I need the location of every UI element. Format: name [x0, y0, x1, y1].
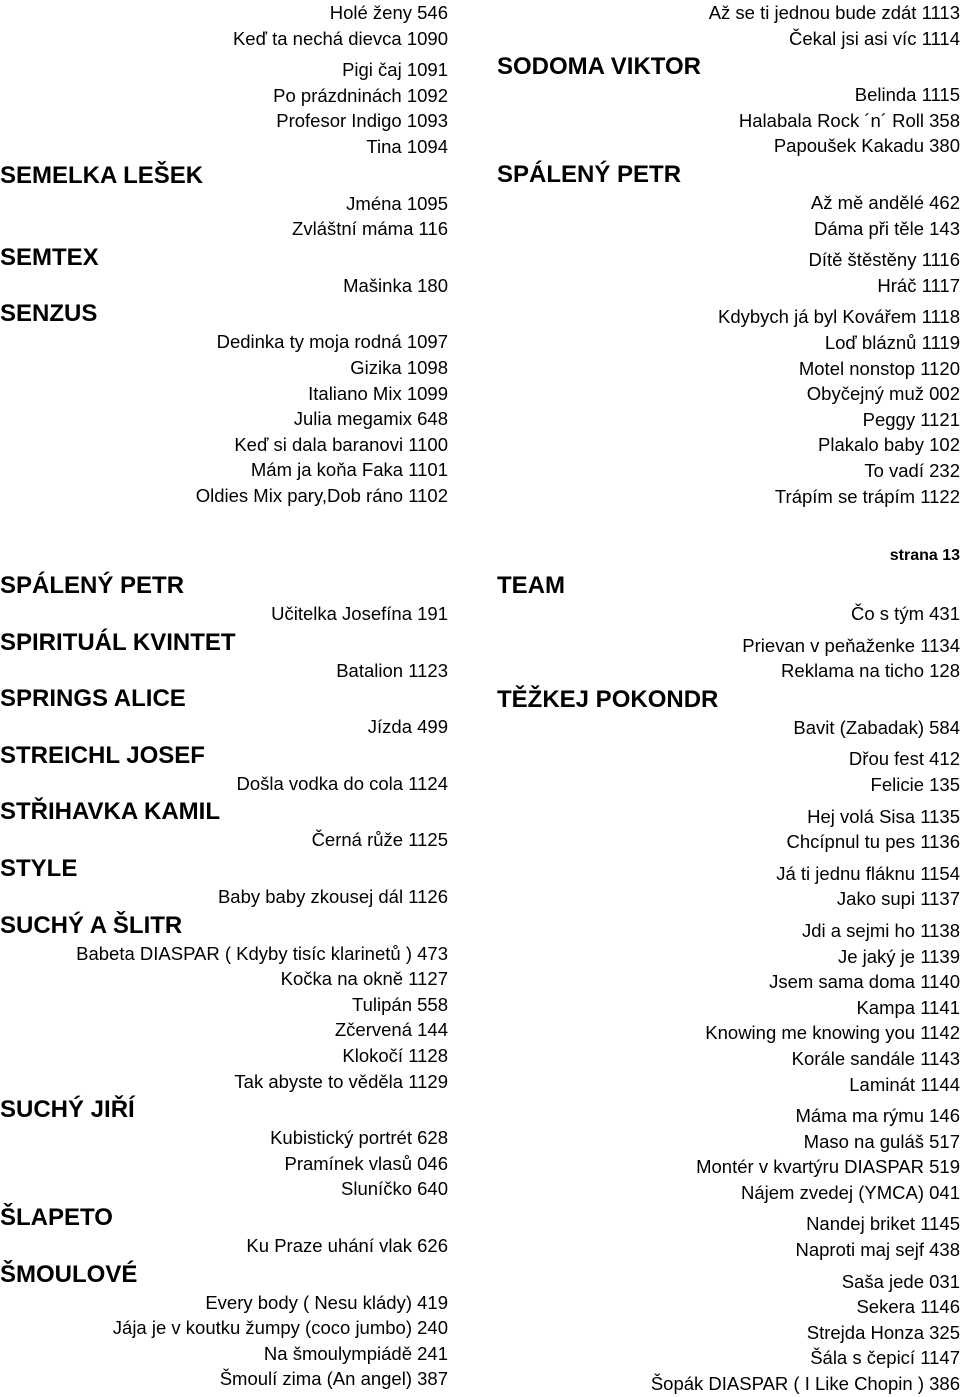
artist-heading: SPÁLENÝ PETR — [497, 160, 682, 188]
song-entry: Dřou fest 412 — [848, 748, 960, 770]
song-entry: Jdi a sejmi ho 1138 — [801, 919, 960, 941]
song-entry: Strejda Honza 325 — [806, 1321, 960, 1343]
song-entry: Kočka na okně 1127 — [280, 968, 448, 990]
artist-heading: SEMELKA LEŠEK — [0, 161, 204, 189]
song-entry: Chcípnul tu pes 1136 — [786, 831, 960, 853]
song-entry: Až se ti jednou bude zdát 1113 — [708, 2, 960, 23]
artist-heading: SEMTEX — [0, 243, 99, 271]
song-entry: Holé ženy 546 — [329, 2, 448, 23]
song-entry: Máma ma rýmu 146 — [795, 1105, 960, 1127]
song-entry: Klokočí 1128 — [342, 1044, 448, 1066]
song-entry: Já ti jednu fláknu 1154 — [776, 862, 960, 884]
song-entry: Je jaký je 1139 — [837, 945, 960, 967]
song-entry: Jája je v koutku žumpy (coco jumbo) 240 — [112, 1317, 448, 1339]
song-entry: Gizika 1098 — [350, 356, 448, 378]
song-entry: Knowing me knowing you 1142 — [705, 1022, 960, 1044]
song-entry: Dítě štěstěny 1116 — [808, 249, 960, 271]
song-entry: Reklama na ticho 128 — [781, 660, 960, 682]
song-entry: To vadí 232 — [864, 459, 960, 481]
song-entry: Nájem zvedej (YMCA) 041 — [741, 1181, 960, 1203]
artist-heading: STREICHL JOSEF — [0, 741, 205, 769]
song-entry: Trápím se trápím 1122 — [774, 485, 960, 507]
song-entry: Naproti maj sejf 438 — [795, 1239, 960, 1261]
song-entry: Učitelka Josefína 191 — [271, 603, 448, 624]
song-entry: Italiano Mix 1099 — [308, 382, 448, 404]
song-entry: Papoušek Kakadu 380 — [773, 135, 960, 157]
song-entry: Prievan v peňaženke 1134 — [742, 634, 960, 656]
artist-heading: TĚŽKEJ POKONDR — [497, 685, 719, 713]
song-entry: Korále sandále 1143 — [791, 1047, 960, 1069]
song-entry: Saša jede 031 — [841, 1270, 960, 1292]
song-entry: Mám ja koňa Faka 1101 — [250, 459, 448, 481]
song-entry: Kubistický portrét 628 — [270, 1127, 448, 1149]
song-entry: Belinda 1115 — [854, 84, 960, 106]
song-entry: Peggy 1121 — [862, 408, 960, 430]
song-entry: Bavit (Zabadak) 584 — [793, 716, 960, 738]
artist-heading: SODOMA VIKTOR — [497, 53, 702, 81]
song-entry: Sluníčko 640 — [341, 1178, 448, 1200]
song-entry: Plakalo baby 102 — [818, 434, 960, 456]
song-entry: Motel nonstop 1120 — [798, 357, 960, 379]
song-entry: Halabala Rock ´n´ Roll 358 — [738, 109, 960, 131]
song-entry: Loď bláznů 1119 — [824, 331, 960, 353]
song-entry: Dáma při těle 143 — [813, 217, 960, 239]
song-entry: Felicie 135 — [870, 773, 960, 795]
song-entry: Kdybych já byl Kovářem 1118 — [718, 306, 960, 328]
song-entry: Ku Praze uhání vlak 626 — [246, 1234, 448, 1256]
song-entry: Jména 1095 — [346, 192, 448, 214]
artist-heading: SUCHÝ JIŘÍ — [0, 1096, 135, 1124]
song-entry: Profesor Indigo 1093 — [276, 110, 448, 132]
song-entry: Tulipán 558 — [352, 993, 448, 1015]
song-entry: Čo s tým 431 — [851, 603, 960, 624]
bottom-left-column — [0, 570, 448, 1392]
song-entry: Maso na guláš 517 — [803, 1130, 960, 1152]
song-entry: Zčervená 144 — [334, 1019, 448, 1041]
song-entry: Pramínek vlasů 046 — [284, 1152, 448, 1174]
song-entry: Sekera 1146 — [856, 1296, 960, 1318]
song-entry: Montér v kvartýru DIASPAR 519 — [696, 1156, 960, 1178]
song-entry: Hej volá Sisa 1135 — [807, 805, 960, 827]
song-entry: Čekal jsi asi víc 1114 — [788, 27, 960, 49]
song-entry: Keď si dala baranovi 1100 — [234, 433, 448, 455]
song-entry: Jízda 499 — [367, 716, 448, 738]
song-entry: Babeta DIASPAR ( Kdyby tisíc klarinetů ) 473 — [76, 942, 448, 964]
artist-heading: SUCHÝ A ŠLITR — [0, 911, 183, 939]
song-entry: Šmoulí zima (An angel) 387 — [219, 1368, 448, 1390]
song-entry: Mašinka 180 — [343, 274, 448, 296]
song-entry: Na šmoulympiádě 241 — [263, 1342, 448, 1364]
song-entry: Keď ta nechá dievca 1090 — [232, 27, 448, 49]
song-entry: Černá růže 1125 — [311, 829, 448, 851]
song-entry: Nandej briket 1145 — [806, 1213, 960, 1235]
artist-heading: SPÁLENÝ PETR — [0, 572, 185, 599]
artist-heading: STŘIHAVKA KAMIL — [0, 798, 220, 826]
song-entry: Tak abyste to věděla 1129 — [234, 1070, 448, 1092]
page-number: strana 13 — [889, 547, 960, 564]
song-entry: Až mě andělé 462 — [810, 191, 960, 213]
song-entry: Obyčejný muž 002 — [806, 383, 960, 405]
song-entry: Laminát 1144 — [849, 1073, 960, 1095]
artist-heading: TEAM — [497, 572, 565, 599]
artist-heading: SPRINGS ALICE — [0, 685, 186, 713]
song-entry: Šála s čepicí 1147 — [810, 1347, 960, 1369]
song-entry: Pigi čaj 1091 — [342, 59, 448, 81]
song-entry: Po prázdninách 1092 — [273, 84, 448, 106]
artist-heading: SPIRITUÁL KVINTET — [0, 628, 236, 656]
artist-heading: STYLE — [0, 854, 78, 882]
bottom-right-column — [497, 570, 960, 1397]
top-left-column — [0, 0, 448, 509]
song-entry: Šopák DIASPAR ( I Like Chopin ) 386 — [650, 1373, 960, 1395]
artist-heading: ŠMOULOVÉ — [0, 1260, 138, 1288]
song-entry: Julia megamix 648 — [293, 408, 448, 430]
song-entry: Jsem sama doma 1140 — [769, 971, 960, 993]
song-entry: Došla vodka do cola 1124 — [236, 772, 448, 794]
song-entry: Hráč 1117 — [877, 274, 960, 296]
song-entry: Every body ( Nesu klády) 419 — [205, 1291, 448, 1313]
artist-heading: ŠLAPETO — [0, 1203, 113, 1231]
song-entry: Oldies Mix pary,Dob ráno 1102 — [195, 484, 448, 506]
song-entry: Tina 1094 — [366, 135, 448, 157]
artist-heading: SENZUS — [0, 300, 98, 328]
song-entry: Jako supi 1137 — [836, 888, 960, 910]
song-entry: Zvláštní máma 116 — [292, 218, 448, 240]
song-entry: Kampa 1141 — [856, 996, 960, 1018]
top-right-column — [497, 0, 960, 509]
song-entry: Batalion 1123 — [336, 659, 448, 681]
song-entry: Dedinka ty moja rodná 1097 — [216, 331, 448, 353]
song-entry: Baby baby zkousej dál 1126 — [217, 885, 448, 907]
